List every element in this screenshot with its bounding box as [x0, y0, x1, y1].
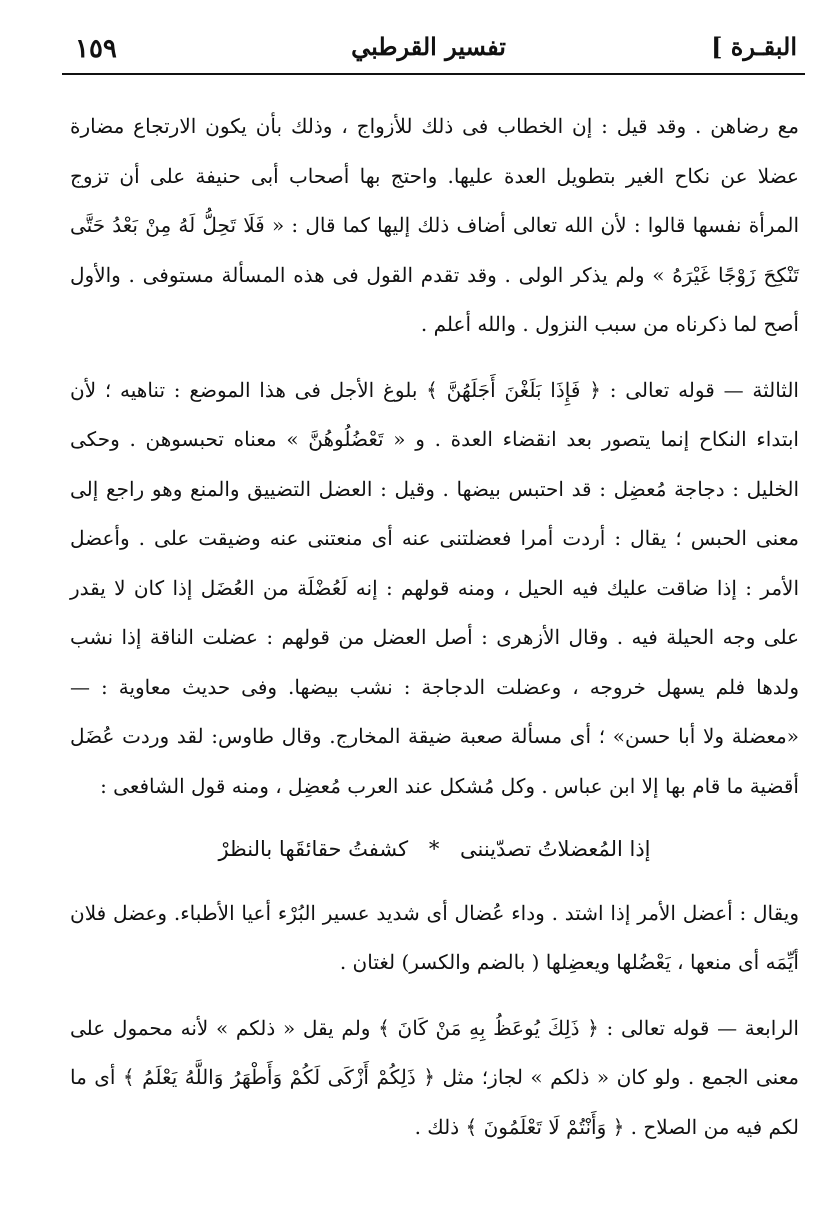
- surah-name: البقـرة ]: [711, 32, 797, 61]
- poem-hemistich-right: إذا المُعضلاتُ تصدّيننى: [460, 837, 651, 861]
- header-rule: [62, 73, 805, 75]
- poem-separator: *: [428, 837, 440, 861]
- paragraph-idal: ويقال : أعضل الأمر إذا اشتد . وداء عُضال أى شديد عسير البُرْء أعيا الأطباء. وعضل فلان أيِّمَه أى منعها ، يَعْضُلها ويعضِلها ( بالضم والكسر) لغتان .: [70, 900, 799, 974]
- page-number: ١٥٩: [75, 34, 117, 64]
- paragraph-third-point: الثالثة — قوله تعالى : ﴿ فَإِذَا بَلَغْنَ أَجَلَهُنَّ ﴾ بلوغ الأجل فى هذا الموضع : تناهيه ؛ لأن ابتداء النكاح إنما يتصور بعد انقضاء العدة . و « تَعْضُلُوهُنَّ » معناه تحبسوهن . وحكى الخليل : دجاجة مُعضِل : قد احتبس بيضها . وقيل : العضل التضييق والمنع وهو راجع إلى معنى الحبس ؛ يقال : أردت أمرا فعضلتنى عنه أى منعتنى عنه وضيقت على . وأعضل الأمر : إذا ضاقت عليك فيه الحيل ، ومنه قولهم : إنه لَعُضْلَة من العُضَل إذا كان لا يقدر على وجه الحيلة فيه . وقال الأزهرى : أصل العضل من قولهم : عضلت الناقة إذا نشب ولدها فلم يسهل خروجه ، وعضلت الدجاجة : نشب بيضها. وفى حديث معاوية : — «معضلة ولا أبا حسن» ؛ أى مسألة صعبة ضيقة المخارج. وقال طاوس: لقد وردت عُضَل أقضية ما قام بها إلا ابن عباس . وكل مُشكل عند العرب مُعضِل ، ومنه قول الشافعى :: [70, 377, 799, 798]
- page-body: [70, 102, 799, 1152]
- book-title: تفسير القرطبي: [351, 32, 506, 61]
- paragraph-fourth-point: الرابعة — قوله تعالى : ﴿ ذَلِكَ يُوعَظُ بِهِ مَنْ كَانَ ﴾ ولم يقل « ذلكم » لأنه محمول على معنى الجمع . ولو كان « ذلكم » لجاز؛ مثل ﴿ ذَلِكُمْ أَزْكَى لَكُمْ وَأَطْهَرُ وَاللَّهُ يَعْلَمُ ﴾ أى ما لكم فيه من الصلاح . ﴿ وَأَنْتُمْ لَا تَعْلَمُونَ ﴾ ذلك .: [70, 1015, 799, 1139]
- poem-verse: [70, 825, 799, 875]
- poem-hemistich-left: كشفتُ حقائقَها بالنظرْ: [218, 837, 409, 861]
- paragraph-gap: [70, 988, 799, 1004]
- paragraph-intro: مع رضاهن . وقد قيل : إن الخطاب فى ذلك للأزواج ، وذلك بأن يكون الارتجاع مضارة عضلا عن نكاح الغير بتطويل العدة عليها. واحتج بها أصحاب أبى حنيفة على أن تزوج المرأة نفسها قالوا : لأن الله تعالى أضاف ذلك إليها كما قال : « فَلَا تَحِلُّ لَهُ مِنْ بَعْدُ حَتَّى تَنْكِحَ زَوْجًا غَيْرَهُ » ولم يذكر الولى . وقد تقدم القول فى هذه المسألة مستوفى . والأول أصح لما ذكرناه من سبب النزول . والله أعلم .: [70, 114, 799, 336]
- page-header: [60, 30, 797, 70]
- paragraph-gap: [70, 350, 799, 366]
